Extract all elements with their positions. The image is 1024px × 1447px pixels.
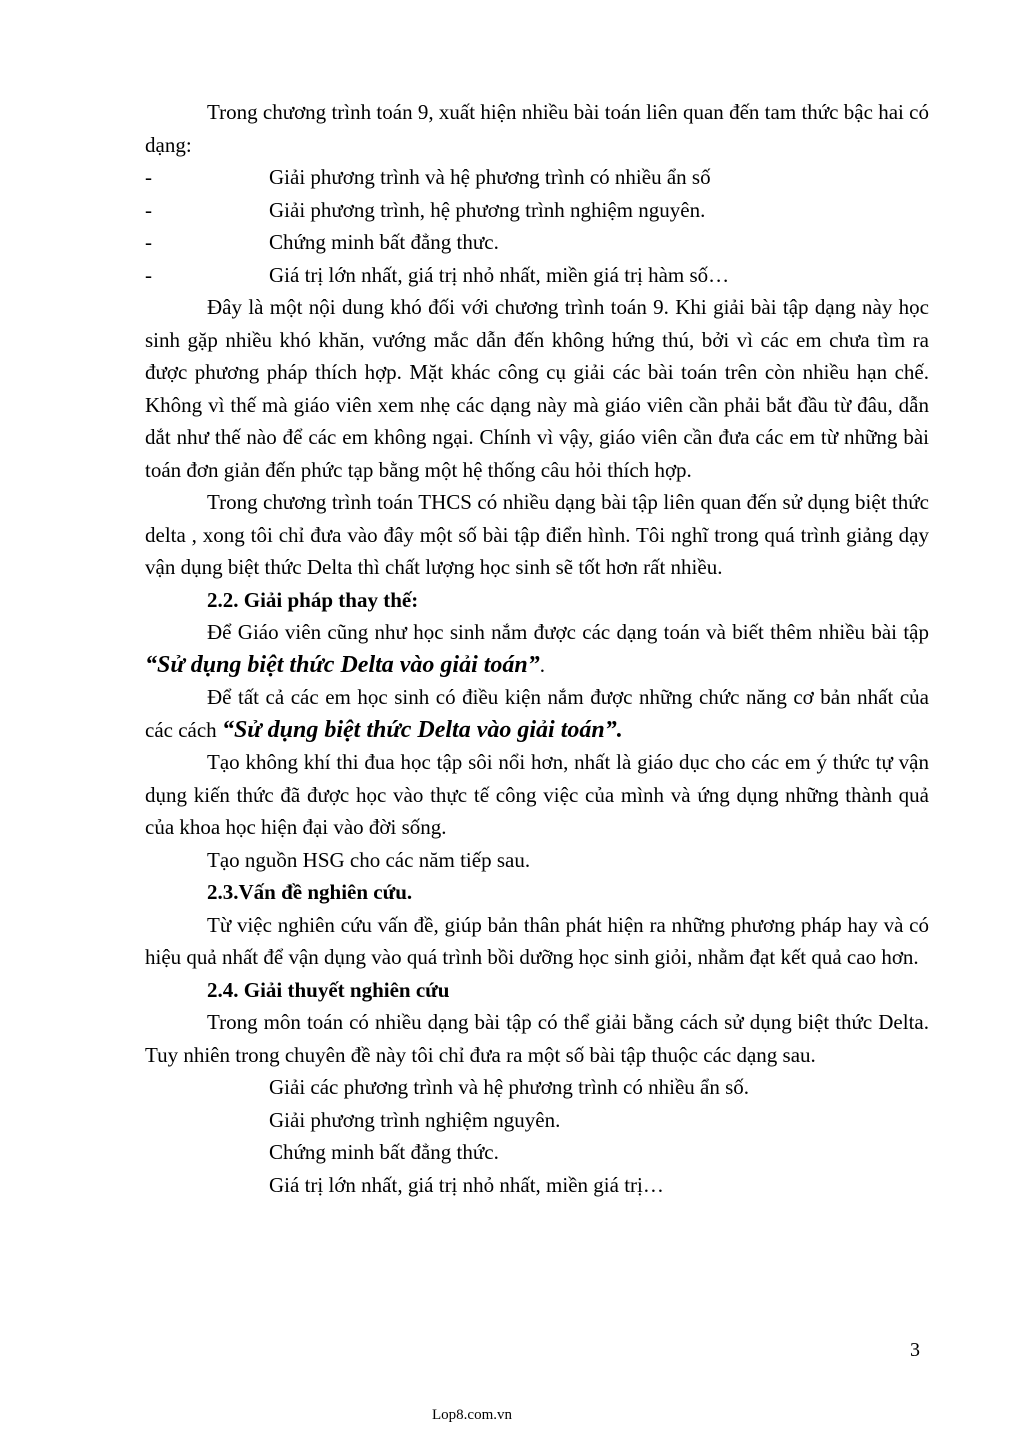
bullet-dash: - — [145, 230, 152, 254]
section-2-2-paragraph-1 — [145, 616, 929, 681]
thcs-paragraph: Trong chương trình toán THCS có nhiều dạng bài tập liên quan đến sử dụng biệt thức delta , xong tôi chỉ đưa vào đây một số bài tập điển hình. Tôi nghĩ trong quá trình giảng dạy vận dụng biệt thức Delta thì chất lượng học sinh sẽ tốt hơn rất nhiều. — [145, 490, 929, 579]
bullet-text: Giá trị lớn nhất, giá trị nhỏ nhất, miền giá trị hàm số… — [269, 262, 730, 287]
bullet-text: Giải phương trình, hệ phương trình nghiệm nguyên. — [269, 197, 706, 222]
bullet-dash: - — [145, 262, 152, 287]
difficulty-paragraph: Đây là một nội dung khó đối với chương trình toán 9. Khi giải bài tập dạng này học sinh gặp nhiều khó khăn, vướng mắc dẫn đến không hứng thú, bởi vì các em chưa tìm ra được phương pháp thích hợp. Mặt khác công cụ giải các bài toán trên còn nhiều hạn chế. Không vì thế mà giáo viên xem nhẹ các dạng này mà giáo viên cần phải bắt đầu từ đâu, dẫn dắt như thế nào để các em không ngại. Chính vì vậy, giáo viên cần đưa các em từ những bài toán đơn giản đến phức tạp bằng một hệ thống câu hỏi thích hợp. — [145, 295, 929, 482]
bullet-item — [145, 226, 929, 259]
section-2-4-heading: 2.4. Giải thuyết nghiên cứu — [207, 977, 450, 1002]
bullet-item — [145, 194, 929, 227]
bullet-text: Giải phương trình và hệ phương trình có nhiều ẩn số — [269, 165, 711, 189]
list-item: Giá trị lớn nhất, giá trị nhỏ nhất, miền giá trị… — [269, 1172, 664, 1197]
section-2-3-paragraph: Từ việc nghiên cứu vấn đề, giúp bản thân phát hiện ra những phương pháp hay và có hiệu quả nhất để vận dụng vào quá trình bồi dưỡng học sinh giỏi, nhằm đạt kết quả cao hơn. — [145, 912, 929, 969]
section-2-2-paragraph-3: Tạo không khí thi đua học tập sôi nổi hơn, nhất là giáo dục cho các em ý thức tự vận dụng kiến thức đã được học vào thực tế công việc của mình và ứng dụng những thành quả của khoa học hiện đại vào đời sống. — [145, 750, 929, 839]
footer-site-name: Lop8.com.vn — [432, 1407, 512, 1423]
intro-paragraph: Trong chương trình toán 9, xuất hiện nhiều bài toán liên quan đến tam thức bậc hai có dạng: — [145, 100, 929, 157]
list-item: Giải các phương trình và hệ phương trình có nhiều ẩn số. — [269, 1075, 750, 1099]
section-2-2-paragraph-2 — [145, 681, 929, 746]
section-2-4-list — [145, 1071, 929, 1201]
list-item: Chứng minh bất đẳng thức. — [269, 1140, 499, 1164]
section-2-2-p2-emphasis: “Sử dụng biệt thức Delta vào giải toán”. — [221, 716, 623, 743]
bullet-list — [145, 161, 929, 291]
page-number: 3 — [910, 1339, 920, 1361]
section-2-3-heading: 2.3.Vấn đề nghiên cứu. — [207, 880, 413, 904]
list-item: Giải phương trình nghiệm nguyên. — [269, 1107, 561, 1132]
bullet-item — [145, 161, 929, 194]
section-2-4-paragraph: Trong môn toán có nhiều dạng bài tập có thể giải bằng cách sử dụng biệt thức Delta. Tuy nhiên trong chuyên đề này tôi chỉ đưa ra một số bài tập thuộc các dạng sau. — [145, 1010, 929, 1067]
bullet-dash: - — [145, 197, 152, 222]
section-2-2-p1-emphasis: “Sử dụng biệt thức Delta vào giải toán” — [145, 651, 540, 678]
bullet-item — [145, 259, 929, 292]
document-body — [145, 96, 929, 1201]
section-2-2-p1-end: . — [539, 652, 546, 677]
bullet-dash: - — [145, 165, 152, 189]
bullet-text: Chứng minh bất đẳng thưc. — [269, 230, 499, 254]
section-2-2-p1-text: Để Giáo viên cũng như học sinh nắm được các dạng toán và biết thêm nhiều bài tập — [207, 620, 929, 644]
section-2-2-p2-text: Để tất cả các em học sinh có điều kiện nắm được những chức năng cơ bản nhất của các cách — [145, 685, 929, 742]
section-2-2-paragraph-4: Tạo nguồn HSG cho các năm tiếp sau. — [207, 847, 531, 872]
section-2-2-heading: 2.2. Giải pháp thay thế: — [207, 587, 419, 612]
